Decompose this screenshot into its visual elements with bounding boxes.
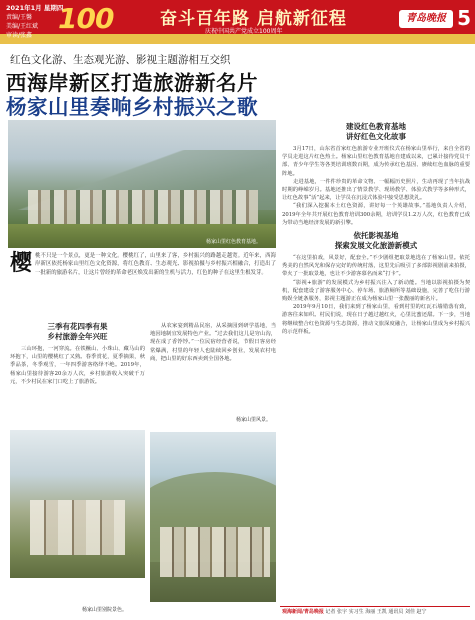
hero-photo-caption: 杨家山里红色教育基地。 [206,239,262,245]
article-kicker: 红色文化游、生态观光游、影视主题游相互交织 [10,54,231,66]
drop-cap: 樱 [10,251,33,276]
left-column [10,322,145,386]
banner-gold-stripe [0,34,475,44]
masthead-info [6,4,63,40]
right-paragraph-6: 2019年9月10日，我们来到了杨家山里，看到村里的红瓦石墙错落有致，游客往来如织。村民们说，现在日子越过越红火，心里比蜜还甜。下一步，当地将继续整合红色资源与生态资源，推动文旅深度融合，让杨家山里成为乡村振兴的示范样板。 [282,304,470,335]
right-paragraph-4: “在这里拍戏，风景好，配套全。”不少剧组把取景地选在了杨家山里。依托秀美的自然风光和保存完好的传统村落，这里先后吸引了多部影视剧前来拍摄，带火了一批取景地，也让不少游客慕名而来“打卡”。 [282,255,470,278]
right-subhead-2 [282,231,470,251]
section1-subhead-line2: 乡村旅游全年兴旺 [47,332,108,341]
section1-paragraph-2: 从农家宴到精品民宿，从采摘园到研学基地，当地因地制宜发展特色产业。“过去我们这儿是穷山沟，现在成了香饽饽。”一位民宿经营者说，节假日客房经常爆满，村里的年轻人也陆续回乡创业，发展农村电商，把山里的好东西卖到全国各地。 [150,323,276,362]
newspaper-brand-logo: 青岛晚报 [399,10,453,28]
designer-line: 美编/王红斌 [6,23,39,30]
right-subhead-2-line2: 探索发展文化旅游新模式 [334,241,418,251]
right-subhead-line1: 建设红色教育基地 [346,122,406,131]
byline-reporters: 记者 张宇 实习生 海丽 王凯 通讯员 刘佳 赵宁 [325,609,427,615]
banner-subtitle: 庆祝中国共产党成立100周年 [205,28,283,35]
scenery-photo [150,432,276,602]
byline-outlet: 观海新闻/青岛晚报 [282,609,324,615]
right-paragraph-1: 3月17日，山东省首家红色旅游专业开班仪式在杨家山里举行，来自全省的学员走进这片红色热土。杨家山里红色教育基地自建成以来，已累计接待党员干部、青少年学生等各类培训班数百期，成为传承红色基因、赓续红色血脉的重要阵地。 [282,146,470,177]
page-banner [0,0,475,44]
photo-roofs [160,527,270,577]
issue-date: 2021年1月 星期四 [6,4,64,12]
footer-divider [280,606,470,607]
scenery-photo-caption: 杨家山里风景。 [236,417,272,423]
article-headline: 西海岸新区打造旅游新名片 [6,71,258,95]
byline [282,608,427,615]
article-headline-secondary: 杨家山里奏响乡村振兴之歌 [6,95,258,119]
section1-paragraph: 三山环抱，一河穿流。在铁橛山、小珠山、藏马山的环抱下，山里的樱桃红了又熟。春季赏花，夏季摘果，秋季品茶，冬季观雪，一年四季游客络绎不绝。2019年，杨家山里接待游客20余万人次，乡村旅游收入突破千万元，不少村民在家门口吃上了旅游饭。 [10,346,145,385]
page-number: 5 [457,6,471,30]
right-column [282,122,470,336]
hero-photo [8,120,276,248]
lead-text: 桃不只是一个景点，更是一种文化。樱桃红了，山里来了客，乡村振兴的路越走越宽。近年来，西海岸新区依托杨家山里红色文化资源，将红色教育、生态观光、影视拍摄与乡村振兴相融合，打造出了一批新的旅游名片，让这片曾经的革命老区焕发出新的生机与活力，红色的种子在这里生根发芽。 [35,253,276,276]
section1-subhead-line1: 三季有花四季有果 [47,322,108,331]
right-paragraph-2: 走进基地，一件件珍贵的革命文物、一幅幅历史照片，生动再现了当年抗战时期的峥嵘岁月。基地还推出了情景教学、现场教学、体验式教学等多种形式，让红色故事“活”起来，让学员在沉浸式体验中接受思想洗礼。 [282,178,470,202]
middle-column [150,322,276,363]
editor-line: 责编/王馨 [6,14,33,21]
courtyard-photo [10,430,145,578]
right-subhead-line2: 讲好红色文化故事 [346,132,406,141]
photo-buildings [30,500,125,555]
centenary-logo: 100 [58,2,114,35]
banner-slogan: 奋斗百年路 启航新征程 [160,9,347,29]
proofreader-line: 审读/张鑫 [6,32,33,39]
courtyard-photo-caption: 杨家山里别院景色。 [82,607,128,613]
lead-paragraph [10,252,276,277]
right-paragraph-5: “影视+旅游”的发展模式为乡村振兴注入了新动能。当地以影视拍摄为契机，配套建设了游客服务中心、停车场、旅游厕所等基础设施，完善了吃住行游购娱全链条服务，影视主题游正在成为杨家山里一张靓丽的新名片。 [282,279,470,303]
right-paragraph-3: “我们深入挖掘本土红色资源，讲好每一个英雄故事。”基地负责人介绍，2019年全年共开展红色教育培训300余期，培训学员1.2万人次，红色教育已成为带动当地经济发展的新引擎。 [282,203,470,226]
right-subhead-2-line1: 依托影视基地 [353,231,399,241]
